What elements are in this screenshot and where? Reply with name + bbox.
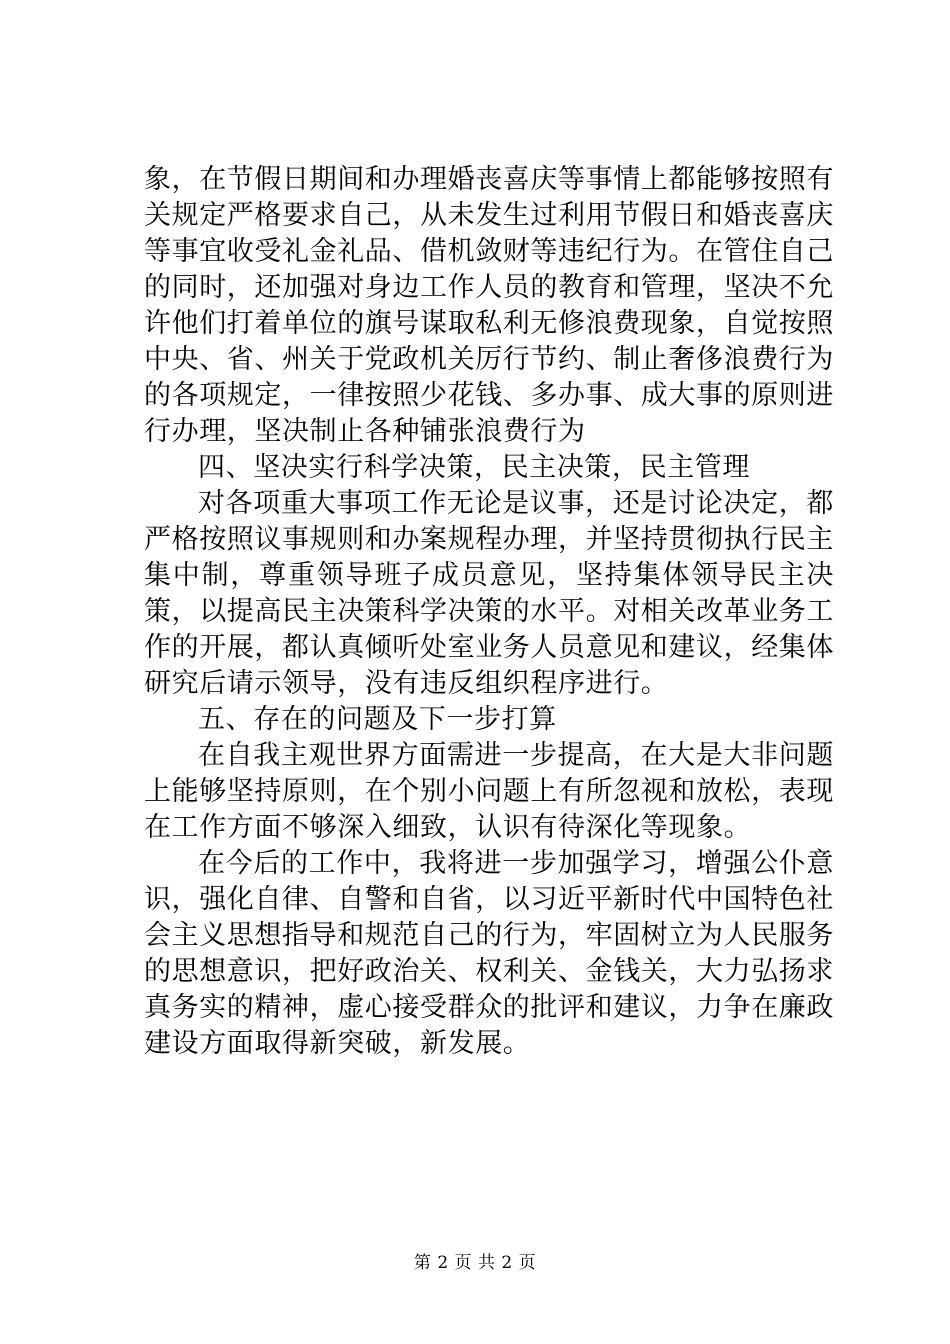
page-number-footer: 第 2 页 共 2 页 (413, 1253, 537, 1273)
paragraph-section-4-body: 对各项重大事项工作无论是议事，还是讨论决定，都严格按照议事规则和办案规程办理，并坚持贯彻执行民主集中制，尊重领导班子成员意见，坚持集体领导民主决策，以提高民主决策科学决策的水平。对相关改革业务工作的开展，都认真倾听处室业务人员意见和建议，经集体研究后请示领导，没有违反组织程序进行。 (144, 488, 834, 699)
section-heading-5: 五、存在的问题及下一步打算 (198, 704, 557, 735)
paragraph-section-5-body-2: 在今后的工作中，我将进一步加强学习，增强公仆意识，强化自律、自警和自省，以习近平新时代中国特色社会主义思想指导和规范自己的行为，牢固树立为人民服务的思想意识，把好政治关、权利关、金钱关，大力弘扬求真务实的精神，虚心接受群众的批评和建议，力争在廉政建设方面取得新突破，新发展。 (144, 848, 834, 1059)
document-body (144, 162, 834, 1062)
paragraph-section-5-body-1: 在自我主观世界方面需进一步提高，在大是大非问题上能够坚持原则，在个别小问题上有所忽视和放松，表现在工作方面不够深入细致，认识有待深化等现象。 (144, 740, 834, 843)
paragraph-continuation: 象，在节假日期间和办理婚丧喜庆等事情上都能够按照有关规定严格要求自己，从未发生过利用节假日和婚丧喜庆等事宜收受礼金礼品、借机敛财等违纪行为。在管住自己的同时，还加强对身边工作人员的教育和管理，坚决不允许他们打着单位的旗号谋取私利无修浪费现象，自觉按照中央、省、州关于党政机关厉行节约、制止奢侈浪费行为的各项规定，一律按照少花钱、多办事、成大事的原则进行办理，坚决制止各种铺张浪费行为 (144, 164, 834, 447)
section-heading-4: 四、坚决实行科学决策，民主决策，民主管理 (198, 452, 750, 483)
